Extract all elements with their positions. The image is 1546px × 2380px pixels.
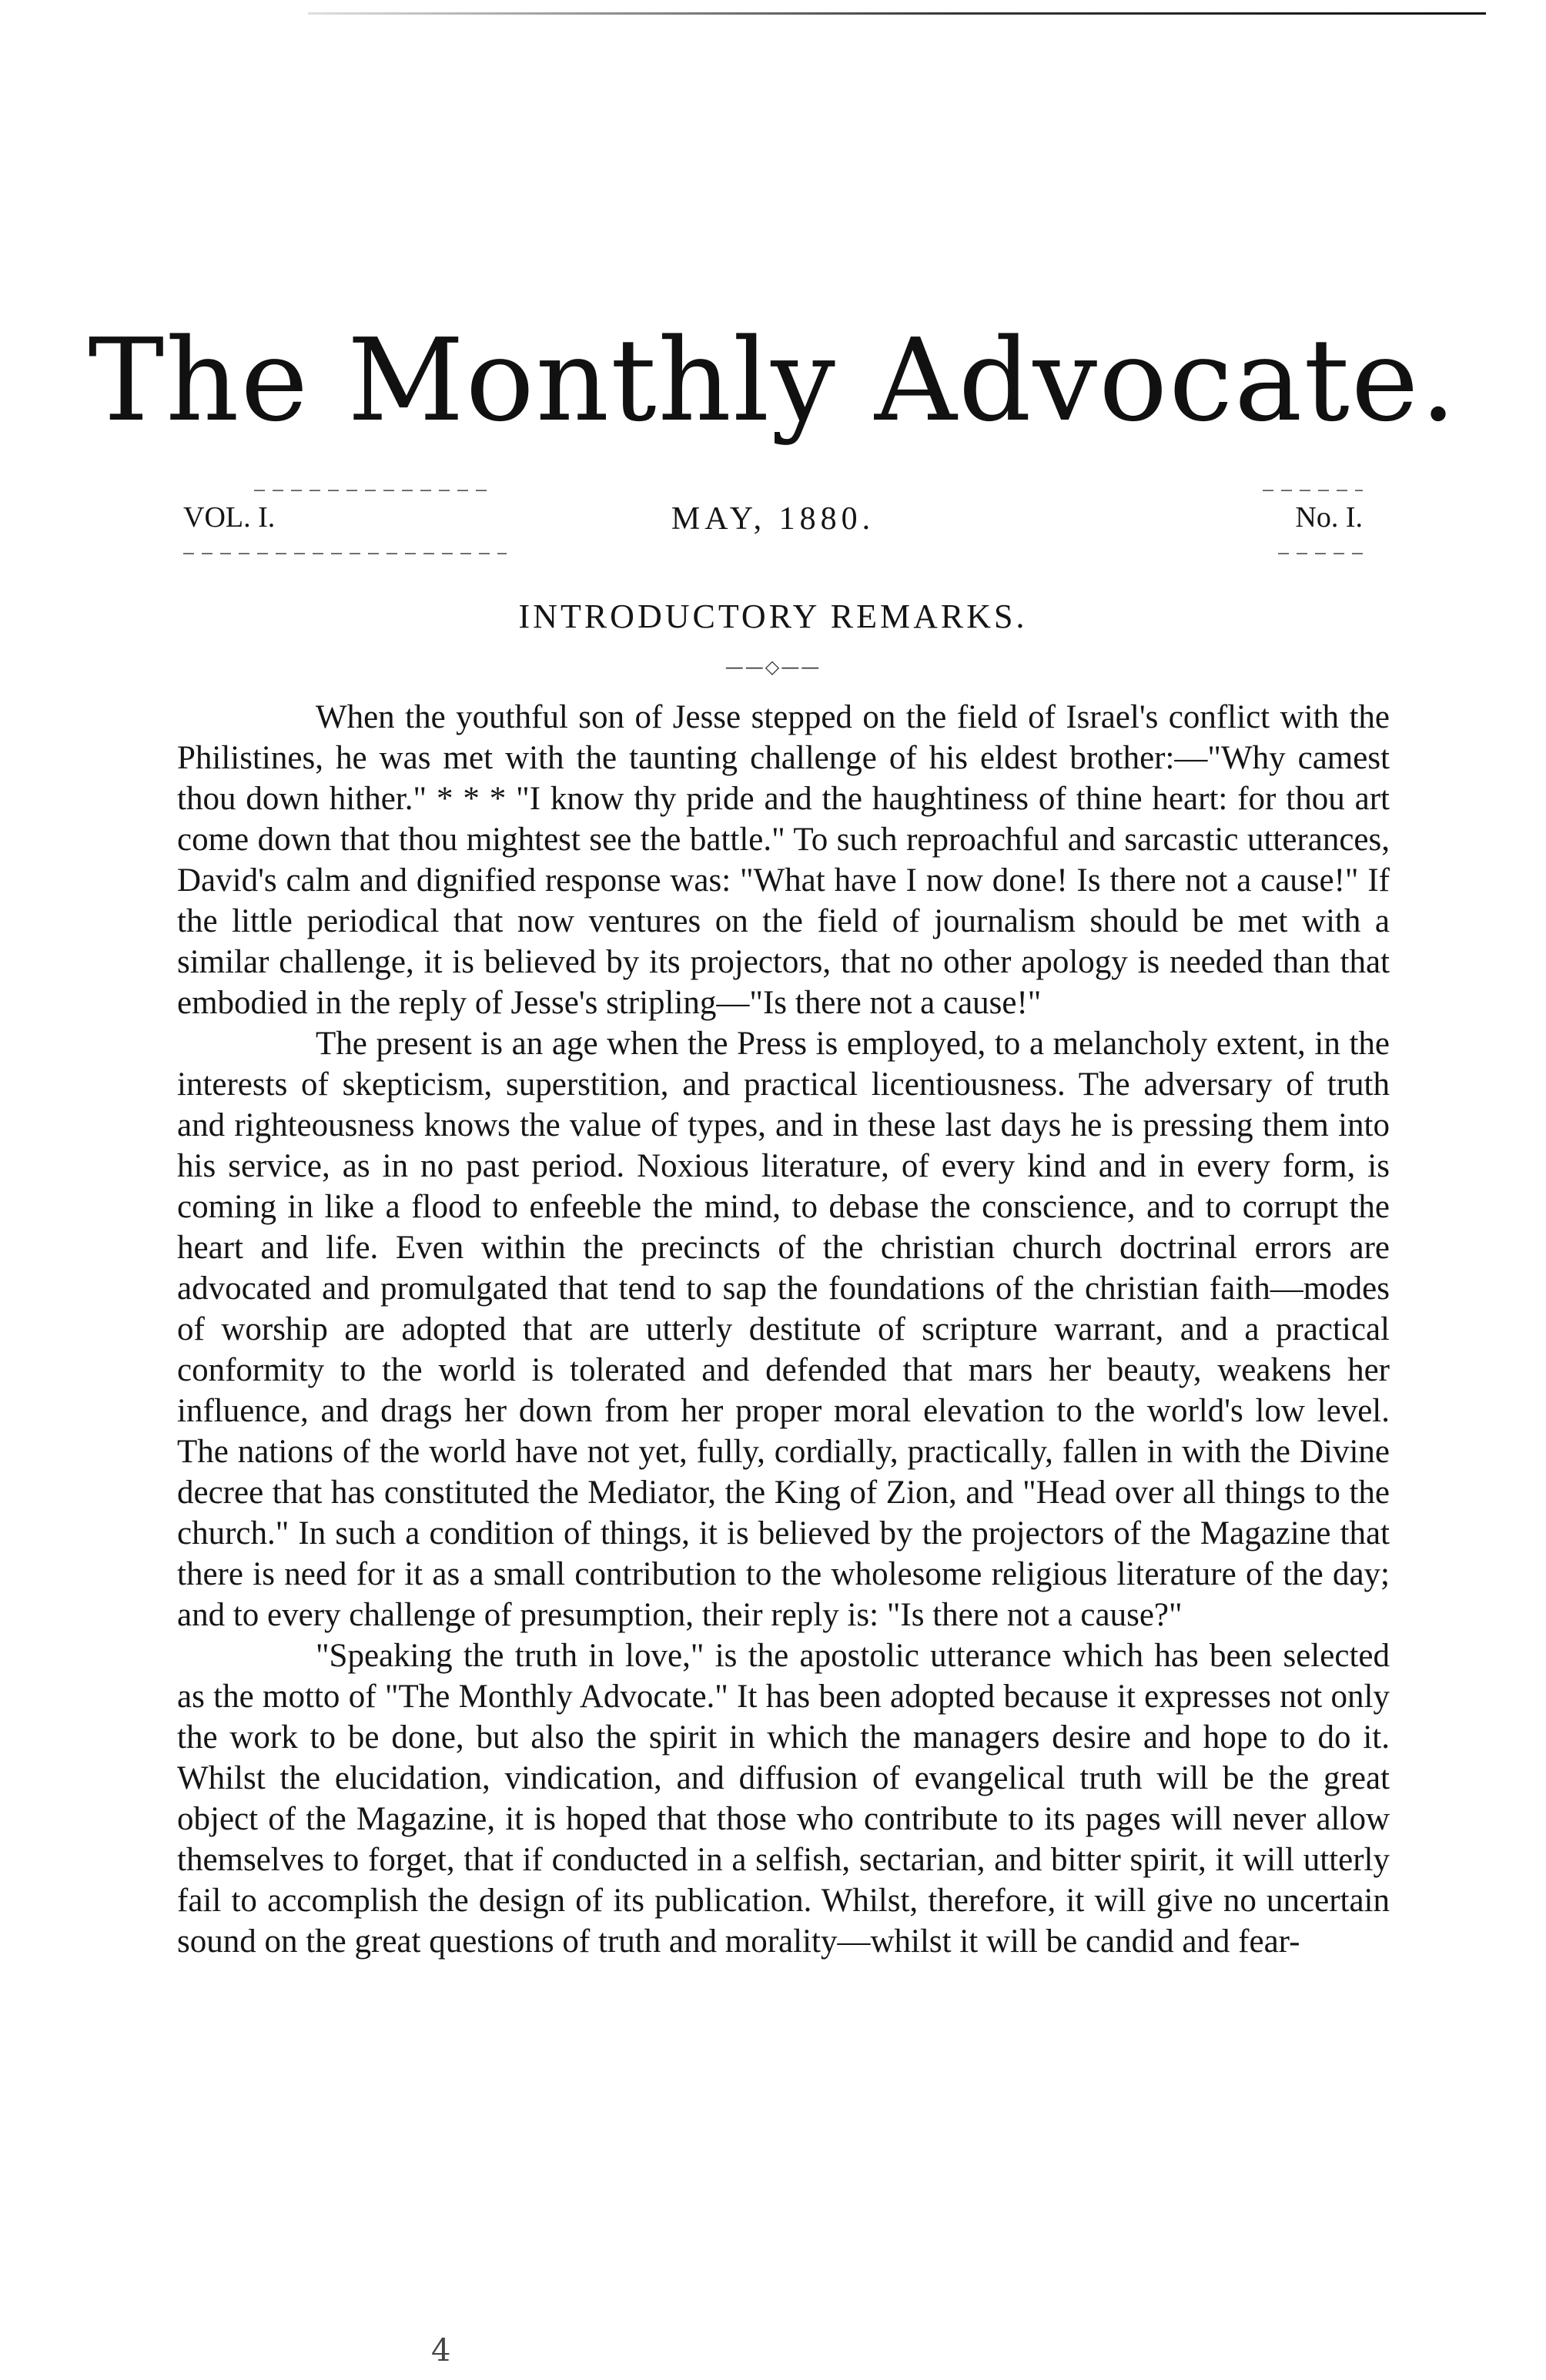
- volume-label: VOL. I.: [183, 501, 276, 534]
- ornament-divider: ——◇——: [724, 656, 822, 678]
- paragraph-1: When the youthful son of Jesse stepped on the field of Israel's conflict with the Philistines, he was met with the taunting challenge of his eldest brother:—"Why camest thou down hither." * * * "I know thy pride and the haughtiness of thine heart: for thou art come down that thou mightest see the battle." To such reproachful and sarcastic utterances, David's calm and dignified response was: "What have I now done! Is there not a cause!" If the little periodical that now ventures on the field of journalism should be met with a similar challenge, it is believed by its projectors, that no other apology is needed than that embodied in the reply of Jesse's stripling—"Is there not a cause!": [177, 699, 1390, 1021]
- page-mark: 4: [431, 2333, 451, 2368]
- paragraph-2: The present is an age when the Press is employed, to a melancholy extent, in the interests of skepticism, superstition, and practical licentiousness. The adversary of truth and righteousness knows the value of types, and in these last days he is pressing them into his service, as in no past period. Noxious literature, of every kind and in every form, is coming in like a flood to enfeeble the mind, to debase the conscience, and to corrupt the heart and life. Even within the precincts of the christian church doctrinal errors are advocated and promulgated that tend to sap the foundations of the christian faith—modes of worship are adopted that are utterly destitute of scripture warrant, and a practical conformity to the world is tolerated and defended that mars her beauty, weakens her influence, and drags her down from her proper moral elevation to the world's low level. The nations of the world have not yet, fully, cordially, practically, fallen in with the Divine decree that has constituted the Mediator, the King of Zion, and "Head over all things to the church." In such a condition of things, it is believed by the projectors of the Magazine that there is need for it as a small contribution to the wholesome religious literature of the day; and to every challenge of presumption, their reply is: "Is there not a cause?": [177, 1026, 1390, 1633]
- dateline-rule-top-right: [1263, 490, 1363, 491]
- article-body: [177, 697, 1390, 1962]
- paragraph-3: "Speaking the truth in love," is the apostolic utterance which has been selected as the motto of "The Monthly Advocate." It has been adopted because it expresses not only the work to be done, but also the spirit in which the managers desire and hope to do it. Whilst the elucidation, vindication, and diffusion of evangelical truth will be the great object of the Magazine, it is hoped that those who contribute to its pages will never allow themselves to forget, that if conducted in a selfish, sectarian, and bitter spirit, it will utterly fail to accomplish the design of its publication. Whilst, therefore, it will give no uncertain sound on the great questions of truth and morality—whilst it will be candid and fear-: [177, 1638, 1390, 1960]
- masthead-title: The Monthly Advocate.: [88, 314, 1458, 447]
- article-heading: INTRODUCTORY REMARKS.: [518, 598, 1028, 635]
- dateline: [183, 500, 1363, 547]
- issue-date: MAY, 1880.: [671, 501, 875, 537]
- issue-number: No. I.: [1295, 501, 1363, 534]
- dateline-rule-top: [254, 490, 493, 491]
- dateline-rule-bottom-right: [1278, 553, 1363, 554]
- dateline-rule-bottom: [183, 553, 507, 554]
- top-rule: [308, 12, 1486, 15]
